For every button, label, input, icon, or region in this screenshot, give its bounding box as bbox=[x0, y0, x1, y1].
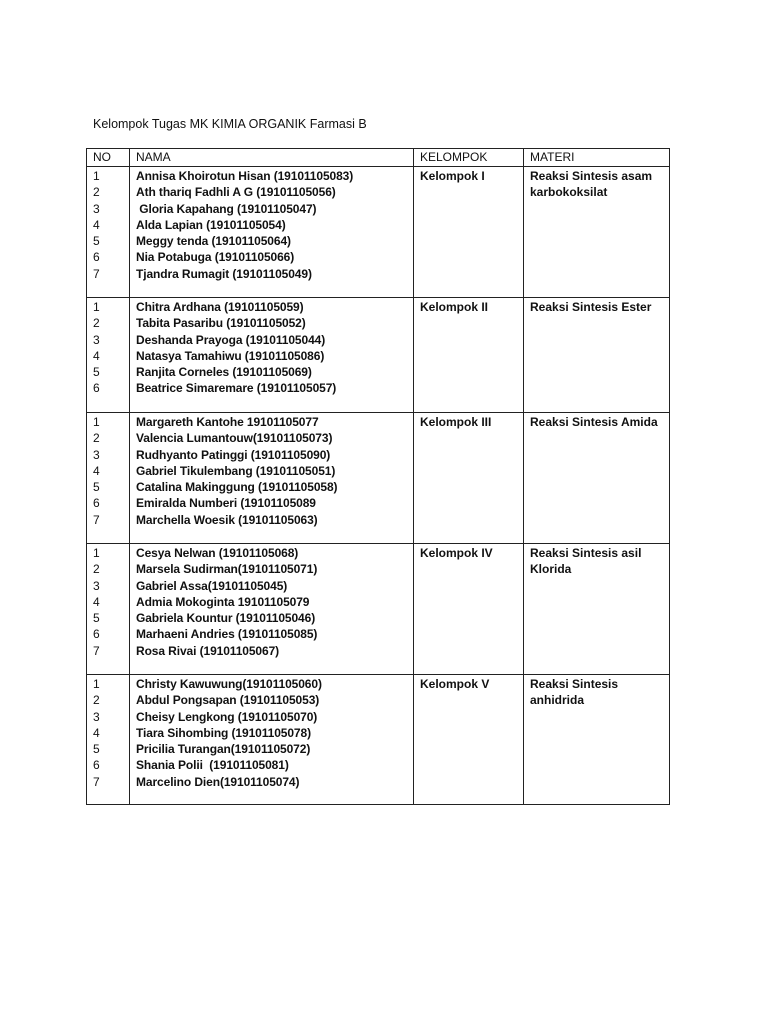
materi-line: Reaksi Sintesis bbox=[530, 677, 619, 691]
member-name: Natasya Tamahiwu (19101105086) bbox=[136, 348, 325, 363]
kelompok-cell bbox=[414, 675, 524, 805]
materi-cell bbox=[524, 675, 670, 805]
member-name: Ranjita Corneles (19101105069) bbox=[136, 365, 312, 380]
materi-line: anhidrida bbox=[530, 693, 585, 708]
materi-line: Reaksi Sintesis Amida bbox=[530, 415, 658, 429]
member-name: Tiara Sihombing (19101105078) bbox=[136, 725, 311, 740]
document-title: Kelompok Tugas MK KIMIA ORGANIK Farmasi B bbox=[93, 117, 367, 131]
member-number: 2 bbox=[93, 185, 100, 200]
member-number: 7 bbox=[93, 643, 100, 658]
member-name: Ath thariq Fadhli A G (19101105056) bbox=[136, 185, 336, 200]
header-nama: NAMA bbox=[130, 149, 414, 167]
member-number: 5 bbox=[93, 234, 100, 249]
member-number: 1 bbox=[93, 415, 100, 429]
member-number: 6 bbox=[93, 758, 100, 773]
member-name: Tjandra Rumagit (19101105049) bbox=[136, 266, 312, 281]
member-name: Admia Mokoginta 19101105079 bbox=[136, 594, 310, 609]
member-name: Marhaeni Andries (19101105085) bbox=[136, 627, 318, 642]
member-name: Alda Lapian (19101105054) bbox=[136, 217, 286, 232]
member-name: Nia Potabuga (19101105066) bbox=[136, 250, 295, 265]
member-number: 2 bbox=[93, 693, 100, 708]
header-row bbox=[87, 149, 670, 167]
member-number: 2 bbox=[93, 316, 100, 331]
member-name: Shania Polii (19101105081) bbox=[136, 758, 289, 773]
member-number: 3 bbox=[93, 447, 100, 462]
member-name: Cesya Nelwan (19101105068) bbox=[136, 546, 299, 560]
group-table bbox=[86, 148, 670, 805]
materi-line: karbokoksilat bbox=[530, 185, 608, 200]
no-cell bbox=[87, 298, 130, 413]
kelompok-cell bbox=[414, 413, 524, 544]
group-rows bbox=[87, 167, 670, 805]
materi-line: Klorida bbox=[530, 562, 572, 577]
nama-cell bbox=[130, 167, 414, 298]
materi-cell bbox=[524, 298, 670, 413]
member-number: 3 bbox=[93, 201, 100, 216]
kelompok-cell bbox=[414, 544, 524, 675]
member-name: Christy Kawuwung(19101105060) bbox=[136, 677, 322, 691]
materi-cell bbox=[524, 167, 670, 298]
member-number: 2 bbox=[93, 562, 100, 577]
group-row bbox=[87, 298, 670, 413]
member-number: 1 bbox=[93, 546, 100, 560]
kelompok-label: Kelompok III bbox=[420, 415, 492, 429]
member-name: Pricilia Turangan(19101105072) bbox=[136, 742, 311, 757]
member-number: 3 bbox=[93, 578, 100, 593]
member-number: 5 bbox=[93, 742, 100, 757]
header-no: NO bbox=[87, 149, 130, 167]
member-name: Chitra Ardhana (19101105059) bbox=[136, 300, 304, 314]
member-name: Beatrice Simaremare (19101105057) bbox=[136, 381, 337, 396]
member-number: 6 bbox=[93, 496, 100, 511]
materi-line: Reaksi Sintesis asam bbox=[530, 169, 653, 183]
member-number: 6 bbox=[93, 250, 100, 265]
member-number: 6 bbox=[93, 627, 100, 642]
member-name: Abdul Pongsapan (19101105053) bbox=[136, 693, 320, 708]
member-number: 1 bbox=[93, 169, 100, 183]
member-name: Gabriel Assa(19101105045) bbox=[136, 578, 288, 593]
member-name: Rudhyanto Patinggi (19101105090) bbox=[136, 447, 331, 462]
member-number: 7 bbox=[93, 512, 100, 527]
group-row bbox=[87, 167, 670, 298]
member-name: Deshanda Prayoga (19101105044) bbox=[136, 332, 326, 347]
member-number: 1 bbox=[93, 677, 100, 691]
member-number: 7 bbox=[93, 774, 100, 789]
member-number: 4 bbox=[93, 463, 100, 478]
header-kelompok: KELOMPOK bbox=[414, 149, 524, 167]
member-number: 5 bbox=[93, 611, 100, 626]
nama-cell bbox=[130, 675, 414, 805]
member-name: Margareth Kantohe 19101105077 bbox=[136, 415, 319, 429]
kelompok-cell bbox=[414, 167, 524, 298]
no-cell bbox=[87, 675, 130, 805]
member-number: 3 bbox=[93, 332, 100, 347]
kelompok-cell bbox=[414, 298, 524, 413]
member-name: Emiralda Numberi (19101105089 bbox=[136, 496, 316, 511]
kelompok-label: Kelompok I bbox=[420, 169, 485, 183]
no-cell bbox=[87, 413, 130, 544]
nama-cell bbox=[130, 298, 414, 413]
member-name: Marchella Woesik (19101105063) bbox=[136, 512, 318, 527]
member-name: Cheisy Lengkong (19101105070) bbox=[136, 709, 318, 724]
group-row bbox=[87, 675, 670, 805]
header-materi: MATERI bbox=[524, 149, 670, 167]
member-name: Rosa Rivai (19101105067) bbox=[136, 643, 280, 658]
member-name: Marsela Sudirman(19101105071) bbox=[136, 562, 318, 577]
group-row bbox=[87, 413, 670, 544]
member-number: 7 bbox=[93, 266, 100, 281]
member-name: Gloria Kapahang (19101105047) bbox=[136, 201, 317, 216]
member-name: Marcelino Dien(19101105074) bbox=[136, 774, 300, 789]
materi-cell bbox=[524, 413, 670, 544]
member-number: 2 bbox=[93, 431, 100, 446]
member-number: 5 bbox=[93, 480, 100, 495]
member-number: 4 bbox=[93, 348, 100, 363]
nama-cell bbox=[130, 413, 414, 544]
member-number: 4 bbox=[93, 594, 100, 609]
no-cell bbox=[87, 167, 130, 298]
kelompok-label: Kelompok V bbox=[420, 677, 490, 691]
member-number: 5 bbox=[93, 365, 100, 380]
member-name: Valencia Lumantouw(19101105073) bbox=[136, 431, 333, 446]
materi-line: Reaksi Sintesis asil bbox=[530, 546, 642, 560]
materi-line: Reaksi Sintesis Ester bbox=[530, 300, 652, 314]
member-number: 4 bbox=[93, 217, 100, 232]
member-name: Tabita Pasaribu (19101105052) bbox=[136, 316, 306, 331]
member-number: 3 bbox=[93, 709, 100, 724]
member-number: 4 bbox=[93, 725, 100, 740]
member-number: 1 bbox=[93, 300, 100, 314]
group-row bbox=[87, 544, 670, 675]
member-number: 6 bbox=[93, 381, 100, 396]
materi-cell bbox=[524, 544, 670, 675]
member-name: Meggy tenda (19101105064) bbox=[136, 234, 291, 249]
member-name: Gabriela Kountur (19101105046) bbox=[136, 611, 316, 626]
no-cell bbox=[87, 544, 130, 675]
kelompok-label: Kelompok IV bbox=[420, 546, 493, 560]
member-name: Annisa Khoirotun Hisan (19101105083) bbox=[136, 169, 354, 183]
member-name: Gabriel Tikulembang (19101105051) bbox=[136, 463, 336, 478]
nama-cell bbox=[130, 544, 414, 675]
kelompok-label: Kelompok II bbox=[420, 300, 489, 314]
member-name: Catalina Makinggung (19101105058) bbox=[136, 480, 338, 495]
